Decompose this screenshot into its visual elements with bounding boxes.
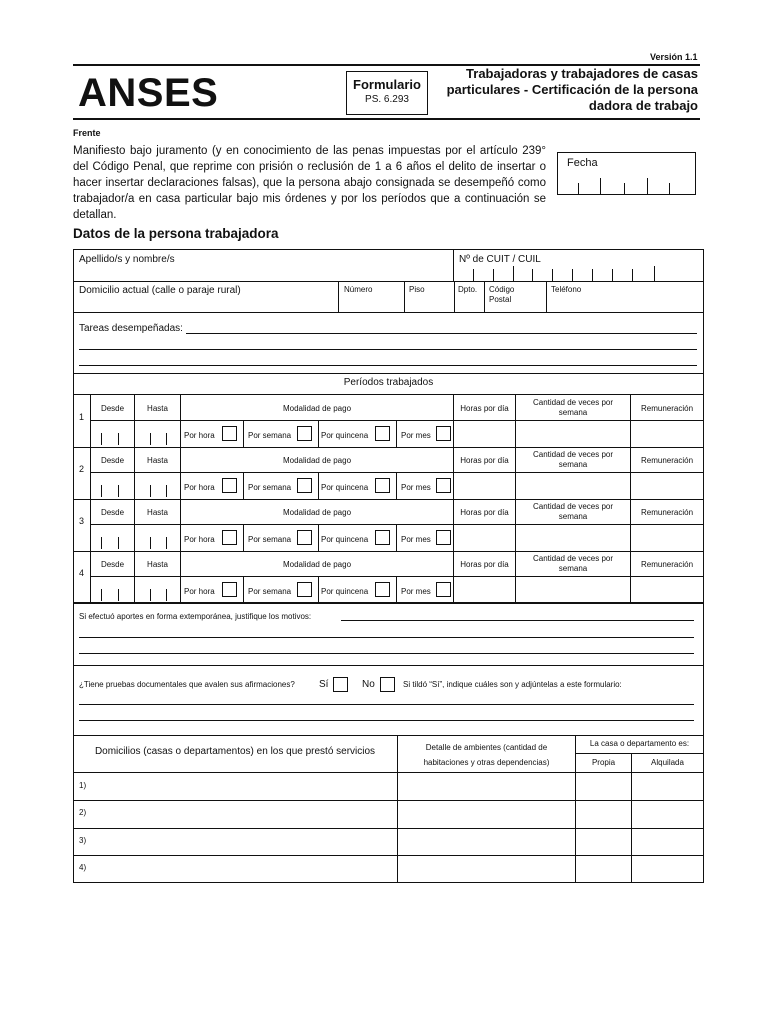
extemporanea-line-1[interactable] — [341, 620, 694, 621]
por-quincena-label: Por quincena — [321, 587, 369, 596]
horas-label: Horas por día — [460, 508, 509, 517]
modalidad-label: Modalidad de pago — [282, 404, 352, 413]
horas-label: Horas por día — [460, 560, 509, 569]
cantidad-input-1[interactable] — [516, 421, 630, 446]
remuneracion-input-1[interactable] — [631, 421, 703, 446]
alquilada-header: Alquilada — [651, 758, 684, 767]
desde-label: Desde — [100, 560, 125, 569]
domicilio-row-label: 4) — [79, 863, 87, 872]
cantidad-label: Cantidad de veces por semana — [532, 554, 614, 573]
hasta-input-4[interactable] — [135, 577, 180, 602]
form-title-line-1: Trabajadoras y trabajadores de casas — [466, 66, 698, 81]
period-number-4: 4 — [78, 568, 84, 578]
cantidad-label: Cantidad de veces por semana — [532, 398, 614, 417]
pruebas-note: Si tildó “Sí”, indique cuáles son y adjúntelas a este formulario: — [403, 680, 622, 689]
pruebas-line-2[interactable] — [79, 720, 694, 721]
anses-logo: ANSES — [78, 71, 219, 115]
cantidad-label: Cantidad de veces por semana — [532, 502, 614, 521]
domicilio-row-label: 1) — [79, 781, 87, 790]
por-quincena-checkbox-2[interactable] — [375, 478, 390, 493]
dpto-label: Dpto. — [458, 285, 478, 294]
por-semana-label: Por semana — [248, 431, 292, 440]
desde-input-2[interactable] — [91, 473, 134, 498]
hasta-input-1[interactable] — [135, 421, 180, 446]
remuneracion-input-4[interactable] — [631, 577, 703, 602]
por-mes-checkbox-1[interactable] — [436, 426, 451, 441]
fecha-box[interactable] — [557, 152, 696, 195]
period-number-1: 1 — [78, 412, 84, 422]
side-label: Frente — [73, 128, 101, 138]
por-semana-checkbox-1[interactable] — [297, 426, 312, 441]
por-quincena-checkbox-4[interactable] — [375, 582, 390, 597]
horas-input-4[interactable] — [454, 577, 515, 602]
telefono-label: Teléfono — [551, 285, 582, 294]
fecha-label: Fecha — [567, 157, 598, 169]
remuneracion-label: Remuneración — [640, 456, 694, 465]
hasta-input-2[interactable] — [135, 473, 180, 498]
form-label: Formulario — [353, 77, 421, 92]
tareas-label: Tareas desempeñadas: — [79, 323, 183, 334]
modalidad-label: Modalidad de pago — [282, 508, 352, 517]
cantidad-input-2[interactable] — [516, 473, 630, 498]
por-mes-label: Por mes — [401, 431, 431, 440]
desde-input-3[interactable] — [91, 525, 134, 550]
no-label: No — [362, 679, 375, 690]
section-title: Datos de la persona trabajadora — [73, 226, 279, 241]
hasta-label: Hasta — [147, 456, 168, 465]
por-mes-checkbox-4[interactable] — [436, 582, 451, 597]
hasta-input-3[interactable] — [135, 525, 180, 550]
period-number-2: 2 — [78, 464, 84, 474]
por-semana-label: Por semana — [248, 535, 292, 544]
por-mes-checkbox-3[interactable] — [436, 530, 451, 545]
domicilio-input-3[interactable] — [92, 828, 396, 854]
por-hora-label: Por hora — [184, 483, 215, 492]
name-input[interactable] — [74, 266, 452, 281]
horas-label: Horas por día — [460, 456, 509, 465]
si-label: Sí — [319, 679, 329, 690]
por-hora-label: Por hora — [184, 431, 215, 440]
por-quincena-checkbox-3[interactable] — [375, 530, 390, 545]
domicilio-row-label: 2) — [79, 808, 87, 817]
desde-label: Desde — [100, 456, 125, 465]
cantidad-label: Cantidad de veces por semana — [532, 450, 614, 469]
por-semana-label: Por semana — [248, 587, 292, 596]
hasta-label: Hasta — [147, 404, 168, 413]
cantidad-input-3[interactable] — [516, 525, 630, 550]
horas-input-3[interactable] — [454, 525, 515, 550]
sworn-statement: Manifiesto bajo juramento (y en conocimiento de las penas impuestas por el artículo 239° del Código Penal, que reprime con prisión o reclusión de 1 a 6 años el delito de insertar o hacer insertar declaraciones falsas), que la persona abajo consignada se desempeñó como trabajador/a en casa particular bajo mis órdenes y por los períodos que a continuación se detallan. — [73, 145, 546, 221]
por-hora-label: Por hora — [184, 535, 215, 544]
form-title-line-3: dadora de trabajo — [588, 98, 698, 113]
domicilio-input-1[interactable] — [92, 773, 396, 799]
address-input[interactable] — [74, 282, 338, 312]
por-mes-label: Por mes — [401, 587, 431, 596]
por-semana-checkbox-4[interactable] — [297, 582, 312, 597]
por-hora-label: Por hora — [184, 587, 215, 596]
por-mes-checkbox-2[interactable] — [436, 478, 451, 493]
tareas-line-3[interactable] — [79, 365, 697, 366]
extemporanea-line-2[interactable] — [79, 637, 694, 638]
hasta-label: Hasta — [147, 560, 168, 569]
extemporanea-label: Si efectuó aportes en forma extemporánea, justifique los motivos: — [79, 612, 312, 621]
horas-input-2[interactable] — [454, 473, 515, 498]
periods-title: Períodos trabajados — [343, 377, 434, 388]
por-quincena-label: Por quincena — [321, 431, 369, 440]
tareas-line-2[interactable] — [79, 349, 697, 350]
desde-label: Desde — [100, 508, 125, 517]
remuneracion-label: Remuneración — [640, 404, 694, 413]
por-hora-checkbox-1[interactable] — [222, 426, 237, 441]
por-hora-checkbox-4[interactable] — [222, 582, 237, 597]
remuneracion-label: Remuneración — [640, 508, 694, 517]
cantidad-input-4[interactable] — [516, 577, 630, 602]
modalidad-label: Modalidad de pago — [282, 456, 352, 465]
cuit-label: Nº de CUIT / CUIL — [459, 254, 541, 265]
por-mes-label: Por mes — [401, 483, 431, 492]
remuneracion-input-2[interactable] — [631, 473, 703, 498]
no-checkbox[interactable] — [380, 677, 395, 692]
domicilio-row-label: 3) — [79, 836, 87, 845]
por-hora-checkbox-2[interactable] — [222, 478, 237, 493]
por-semana-label: Por semana — [248, 483, 292, 492]
por-semana-checkbox-3[interactable] — [297, 530, 312, 545]
form-title-line-2: particulares - Certificación de la persona — [446, 82, 698, 97]
por-semana-checkbox-2[interactable] — [297, 478, 312, 493]
por-mes-label: Por mes — [401, 535, 431, 544]
header-bottom-rule — [73, 118, 700, 120]
remuneracion-input-3[interactable] — [631, 525, 703, 550]
numero-label: Número — [344, 285, 373, 294]
period-number-3: 3 — [78, 516, 84, 526]
cp-label: Código Postal — [489, 285, 515, 304]
pruebas-box — [73, 665, 704, 736]
address-label: Domicilio actual (calle o paraje rural) — [79, 285, 241, 296]
form-code: PS. 6.293 — [365, 94, 409, 105]
por-quincena-label: Por quincena — [321, 483, 369, 492]
casa-header: La casa o departamento es: — [589, 739, 690, 748]
desde-label: Desde — [100, 404, 125, 413]
hasta-label: Hasta — [147, 508, 168, 517]
pruebas-line-1[interactable] — [79, 704, 694, 705]
cuit-input[interactable] — [454, 266, 703, 281]
extemporanea-line-3[interactable] — [79, 653, 694, 654]
form-title — [432, 66, 698, 114]
form-code-box — [346, 71, 428, 115]
detalle-header: Detalle de ambientes (cantidad de habitaciones y otras dependencias) — [423, 743, 550, 767]
propia-header: Propia — [591, 758, 616, 767]
horas-input-1[interactable] — [454, 421, 515, 446]
horas-label: Horas por día — [460, 404, 509, 413]
por-quincena-checkbox-1[interactable] — [375, 426, 390, 441]
remuneracion-label: Remuneración — [640, 560, 694, 569]
pruebas-question: ¿Tiene pruebas documentales que avalen sus afirmaciones? — [79, 680, 295, 689]
domicilios-header: Domicilios (casas o departamentos) en los que prestó servicios — [94, 746, 376, 757]
tareas-line-1[interactable] — [186, 333, 697, 334]
modalidad-label: Modalidad de pago — [282, 560, 352, 569]
domicilio-input-2[interactable] — [92, 800, 396, 826]
desde-input-1[interactable] — [91, 421, 134, 446]
por-hora-checkbox-3[interactable] — [222, 530, 237, 545]
name-label: Apellido/s y nombre/s — [79, 254, 175, 265]
domicilio-input-4[interactable] — [92, 855, 396, 881]
si-checkbox[interactable] — [333, 677, 348, 692]
por-quincena-label: Por quincena — [321, 535, 369, 544]
piso-label: Piso — [409, 285, 425, 294]
desde-input-4[interactable] — [91, 577, 134, 602]
version-label: Versión 1.1 — [650, 52, 698, 62]
